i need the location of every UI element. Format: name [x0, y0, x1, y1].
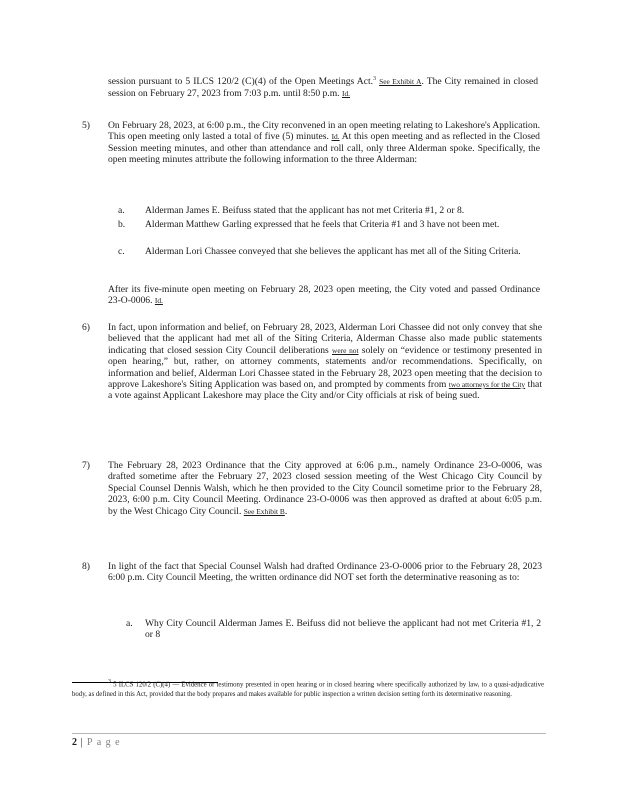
- id-citation: Id.: [341, 88, 350, 98]
- list-item: Alderman James E. Beifuss stated that the applicant has not met Criteria #1, 2 or 8.: [145, 205, 465, 216]
- id-citation: Id.: [331, 132, 340, 142]
- paragraph-7: [108, 460, 542, 517]
- footer-separator: [72, 733, 546, 734]
- exhibit-b-ref: See Exhibit B: [243, 506, 285, 516]
- paragraph-5-after: [108, 284, 540, 307]
- paragraph-5-text: On February 28, 2023, at 6:00 p.m., the City reconvened in an open meeting relating to Lakeshore's Application. This open meeting only lasted a total of five (5) minutes.: [108, 120, 541, 143]
- continuation-text: session pursuant to 5 ILCS 120/2 (C)(4) of the Open Meetings Act.: [108, 76, 374, 88]
- id-citation: Id.: [154, 296, 163, 306]
- emphasis-underline: were not: [332, 345, 359, 355]
- footnote: [72, 678, 544, 699]
- footnote-text: 5 ILCS 120/2 (C)(4) — Evidence or testimony presented in open hearing or in closed hearing where specifically authorized by law, to a quasi-adjudicative body, as defined in this Act, provided that the body prepares and makes available for public inspection a written decision setting forth its determinative reasoning.: [72, 681, 544, 698]
- paragraph-5-after-text: After its five-minute open meeting on February 28, 2023 open meeting, the City voted and passed Ordinance 23-O-0006.: [108, 284, 540, 307]
- footer-divider: |: [80, 737, 84, 748]
- paragraph-7-end: .: [284, 505, 288, 517]
- paragraph-number-5: 5): [82, 120, 90, 131]
- continuation-text-2: . The City remained in closed session on February 27, 2023 from 7:03 p.m. until 8:50 p.m.: [108, 76, 539, 99]
- footnote-ref: 3: [373, 76, 377, 82]
- paragraph-6-text-3: that a vote against Applicant Lakeshore may place the City and/or City officials at risk of being sued.: [108, 379, 542, 402]
- paragraph-number-6: 6): [82, 322, 90, 333]
- list-item: Alderman Lori Chassee conveyed that she believes the applicant has met all of the Siting Criteria.: [145, 246, 521, 257]
- list-item-label: b.: [118, 219, 126, 230]
- list-item: Alderman Matthew Garling expressed that he feels that Criteria #1 and 3 have not been met.: [145, 219, 500, 230]
- page-label: P a g e: [87, 737, 121, 748]
- paragraph-7-text: The February 28, 2023 Ordinance that the City approved at 6:06 p.m., namely Ordinance 23-O-0006, was drafted sometime after the February 27, 2023 closed session meeting of the West Chicago City Council by Special Counsel Dennis Walsh, which he then provided to the City Council sometime prior to the February 28, 2023, 6:00 p.m. City Council Meeting. Ordinance 23-O-0006 was then approved as drafted at about 6:05 p.m. by the West Chicago City Council.: [108, 460, 542, 517]
- paragraph-8: In light of the fact that Special Counsel Walsh had drafted Ordinance 23-O-0006 prior to the February 28, 2023 6:00 p.m. City Council Meeting, the written ordinance did NOT set forth the determinative reasoning as to:: [108, 561, 542, 584]
- paragraph-continuation: [108, 74, 538, 99]
- paragraph-number-8: 8): [82, 561, 90, 572]
- list-item-label: c.: [118, 246, 125, 257]
- list-item: Why City Council Alderman James E. Beifuss did not believe the applicant had not met Criteria #1, 2 or 8: [145, 618, 541, 641]
- emphasis-underline: two attorneys for the City: [448, 380, 526, 390]
- list-item-label: a.: [118, 205, 125, 216]
- paragraph-6: [108, 322, 542, 402]
- paragraph-5-text-2: At this open meeting and as reflected in the Closed Session meeting minutes, and other than attendance and roll call, only three Alderman spoke. Specifically, the open meeting minutes attribute the following information to the three Alderman:: [108, 131, 540, 166]
- footnote-number: 3: [108, 679, 111, 685]
- paragraph-6-text: In fact, upon information and belief, on February 28, 2023, Alderman Lori Chassee did not only convey that she believed that the applicant had met all of the Siting Criteria, Alderman Chasse also made public statements indicating that closed session City Council deliberations: [108, 322, 542, 356]
- exhibit-a-ref: See Exhibit A: [379, 77, 422, 87]
- paragraph-6-text-2: solely on “evidence or testimony presented in open hearing,” but, rather, on attorney comments, statements and/or recommendations. Specifically, on information and belief, Alderman Lori Chassee stated in the February 28, 2023 open meeting that the decision to approve Lakeshore's Siting Application was based on, and prompted by comments from: [108, 344, 543, 391]
- paragraph-number-7: 7): [82, 460, 90, 471]
- paragraph-5: [108, 120, 540, 166]
- list-item-label: a.: [126, 618, 133, 629]
- page-footer: [72, 737, 121, 748]
- page-number: 2: [72, 737, 77, 748]
